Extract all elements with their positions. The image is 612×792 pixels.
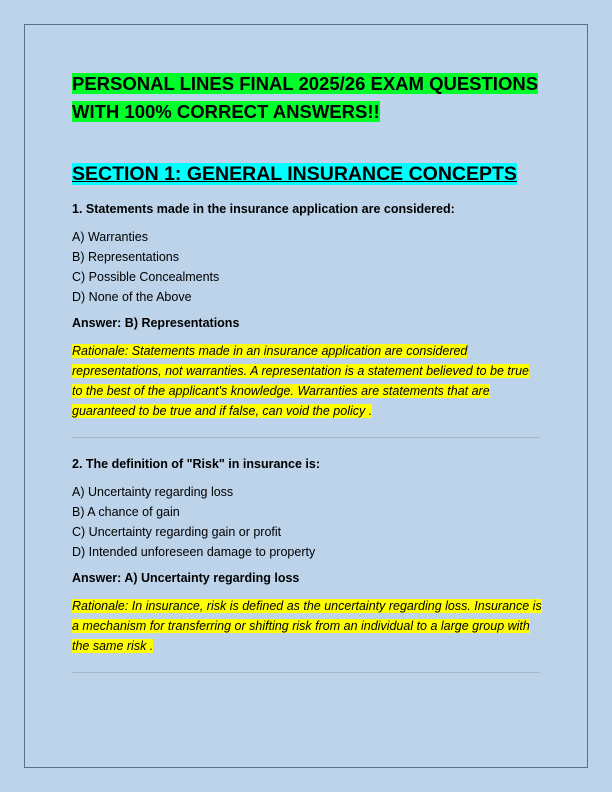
option-a: A) Warranties bbox=[72, 230, 148, 244]
document-title bbox=[72, 70, 542, 126]
answer-text: Answer: A) Uncertainty regarding loss bbox=[72, 571, 300, 585]
divider bbox=[72, 437, 540, 438]
option-d: D) Intended unforeseen damage to property bbox=[72, 545, 316, 559]
answer-options bbox=[72, 482, 542, 562]
option-b: B) Representations bbox=[72, 250, 180, 264]
title-line-2: WITH 100% CORRECT ANSWERS!! bbox=[72, 101, 380, 122]
document-body bbox=[72, 70, 542, 673]
question-block-2 bbox=[72, 456, 542, 673]
rationale-text bbox=[72, 596, 542, 656]
answer-options bbox=[72, 227, 542, 307]
option-c: C) Possible Concealments bbox=[72, 270, 220, 284]
option-b: B) A chance of gain bbox=[72, 505, 180, 519]
option-a: A) Uncertainty regarding loss bbox=[72, 485, 234, 499]
section-heading bbox=[72, 161, 542, 187]
question-text: 2. The definition of "Risk" in insurance is: bbox=[72, 457, 320, 471]
question-text: 1. Statements made in the insurance application are considered: bbox=[72, 202, 455, 216]
rationale-highlight: Rationale: In insurance, risk is defined as the uncertainty regarding loss. Insurance is a mechanism for transferring or shifting risk from an individual to a large group with the same risk . bbox=[72, 599, 542, 653]
rationale-text bbox=[72, 341, 542, 421]
section-heading-text: SECTION 1: GENERAL INSURANCE CONCEPTS bbox=[72, 163, 517, 185]
option-d: D) None of the Above bbox=[72, 290, 192, 304]
rationale-highlight: Rationale: Statements made in an insurance application are considered representations, not warranties. A representation is a statement believed to be true to the best of the applicant's knowledge. Warranties are statements that are guaranteed to be true and if false, can void the policy . bbox=[72, 344, 529, 418]
question-block-1 bbox=[72, 201, 542, 438]
answer-text: Answer: B) Representations bbox=[72, 316, 240, 330]
option-c: C) Uncertainty regarding gain or profit bbox=[72, 525, 282, 539]
title-line-1: PERSONAL LINES FINAL 2025/26 EXAM QUESTIONS bbox=[72, 73, 539, 94]
divider bbox=[72, 672, 540, 673]
